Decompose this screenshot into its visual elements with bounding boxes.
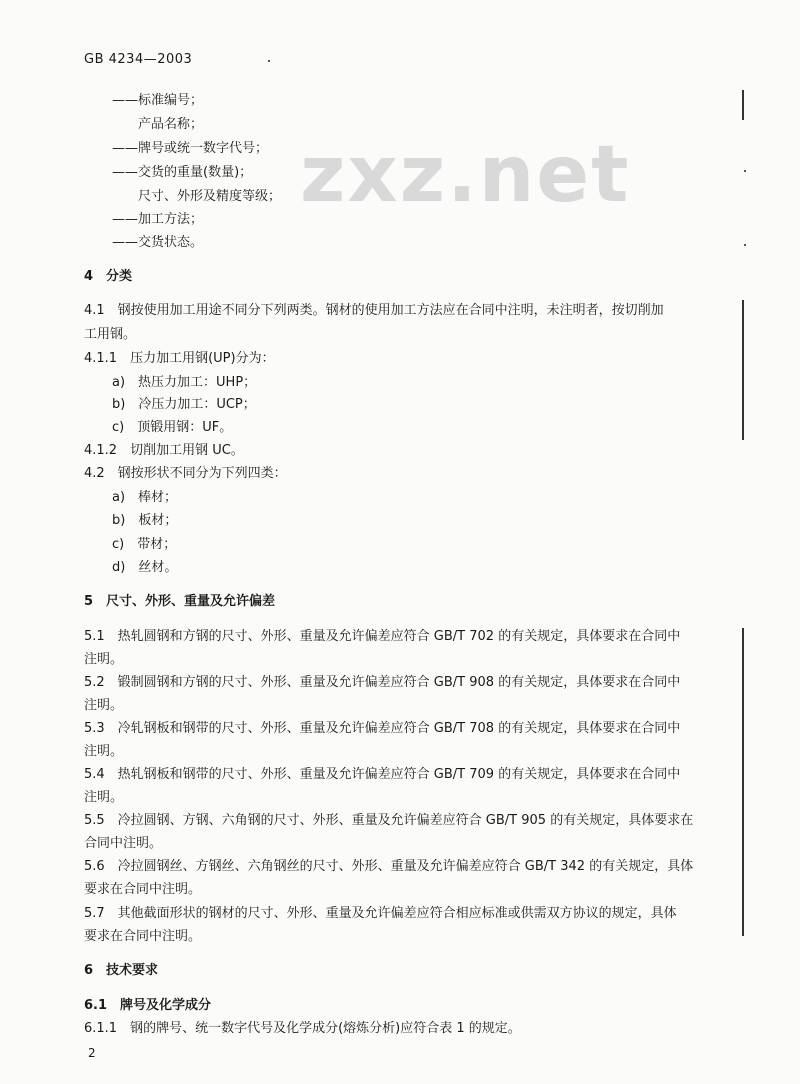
list-item: a) 热压力加工：UHP； — [112, 375, 257, 390]
scan-mark — [744, 170, 746, 172]
watermark: zxz.net — [300, 130, 631, 220]
page-number: 2 — [88, 1046, 96, 1060]
list-item: 产品名称； — [138, 117, 204, 132]
list-item: b) 板材； — [112, 513, 178, 528]
change-bar — [742, 90, 744, 120]
list-item: ——标准编号； — [112, 93, 204, 108]
paragraph-line: 合同中注明。 — [84, 836, 163, 851]
list-item: ——牌号或统一数字代号； — [112, 141, 269, 156]
paragraph-line: 注明。 — [84, 744, 124, 759]
clause: 6.1.1 钢的牌号、统一数字代号及化学成分(熔炼分析)应符合表 1 的规定。 — [84, 1021, 521, 1036]
subsection-heading: 6.1 牌号及化学成分 — [84, 998, 212, 1013]
list-item: b) 冷压力加工：UCP； — [112, 397, 256, 412]
paragraph-line: 4.1 钢按使用加工用途不同分下列两类。钢材的使用加工方法应在合同中注明，未注明者，按切削加 — [84, 303, 664, 318]
paragraph-line: 5.1 热轧圆钢和方钢的尺寸、外形、重量及允许偏差应符合 GB/T 702 的有关规定，具体要求在合同中 — [84, 629, 681, 644]
standard-header: GB 4234—2003 — [84, 52, 193, 67]
paragraph-line: 注明。 — [84, 698, 124, 713]
list-item: ——交货的重量(数量)； — [112, 165, 253, 180]
paragraph-line: 要求在合同中注明。 — [84, 929, 202, 944]
clause: 4.1.1 压力加工用钢(UP)分为： — [84, 351, 275, 366]
paragraph-line: 工用钢。 — [84, 327, 137, 342]
section-heading: 5 尺寸、外形、重量及允许偏差 — [84, 594, 276, 609]
paragraph-line: 5.7 其他截面形状的钢材的尺寸、外形、重量及允许偏差应符合相应标准或供需双方协议的规定，具体 — [84, 906, 677, 921]
paragraph-line: 5.5 冷拉圆钢、方钢、六角钢的尺寸、外形、重量及允许偏差应符合 GB/T 905 的有关规定，具体要求在 — [84, 813, 694, 828]
list-item: ——交货状态。 — [112, 235, 204, 250]
paragraph-line: 5.2 锻制圆钢和方钢的尺寸、外形、重量及允许偏差应符合 GB/T 908 的有关规定，具体要求在合同中 — [84, 675, 681, 690]
list-item: c) 带材； — [112, 537, 177, 552]
change-bar — [742, 628, 744, 936]
list-item: ——加工方法； — [112, 212, 204, 227]
change-bar — [742, 300, 744, 440]
paragraph-line: 注明。 — [84, 790, 124, 805]
paragraph-line: 5.4 热轧钢板和钢带的尺寸、外形、重量及允许偏差应符合 GB/T 709 的有关规定，具体要求在合同中 — [84, 767, 681, 782]
paragraph-line: 5.3 冷轧钢板和钢带的尺寸、外形、重量及允许偏差应符合 GB/T 708 的有关规定，具体要求在合同中 — [84, 721, 681, 736]
section-heading: 6 技术要求 — [84, 963, 159, 978]
scan-mark — [744, 244, 746, 246]
list-item: d) 丝材。 — [112, 560, 178, 575]
list-item: a) 棒材； — [112, 490, 178, 505]
paragraph-line: 要求在合同中注明。 — [84, 882, 202, 897]
list-item: 尺寸、外形及精度等级； — [138, 189, 282, 204]
paragraph-line: 5.6 冷拉圆钢丝、方钢丝、六角钢丝的尺寸、外形、重量及允许偏差应符合 GB/T 342 的有关规定，具体 — [84, 859, 694, 874]
scan-mark — [268, 60, 270, 62]
clause: 4.1.2 切削加工用钢 UC。 — [84, 443, 244, 458]
list-item: c) 顶锻用钢：UF。 — [112, 420, 233, 435]
paragraph-line: 注明。 — [84, 652, 124, 667]
section-heading: 4 分类 — [84, 269, 133, 284]
clause: 4.2 钢按形状不同分为下列四类： — [84, 466, 287, 481]
